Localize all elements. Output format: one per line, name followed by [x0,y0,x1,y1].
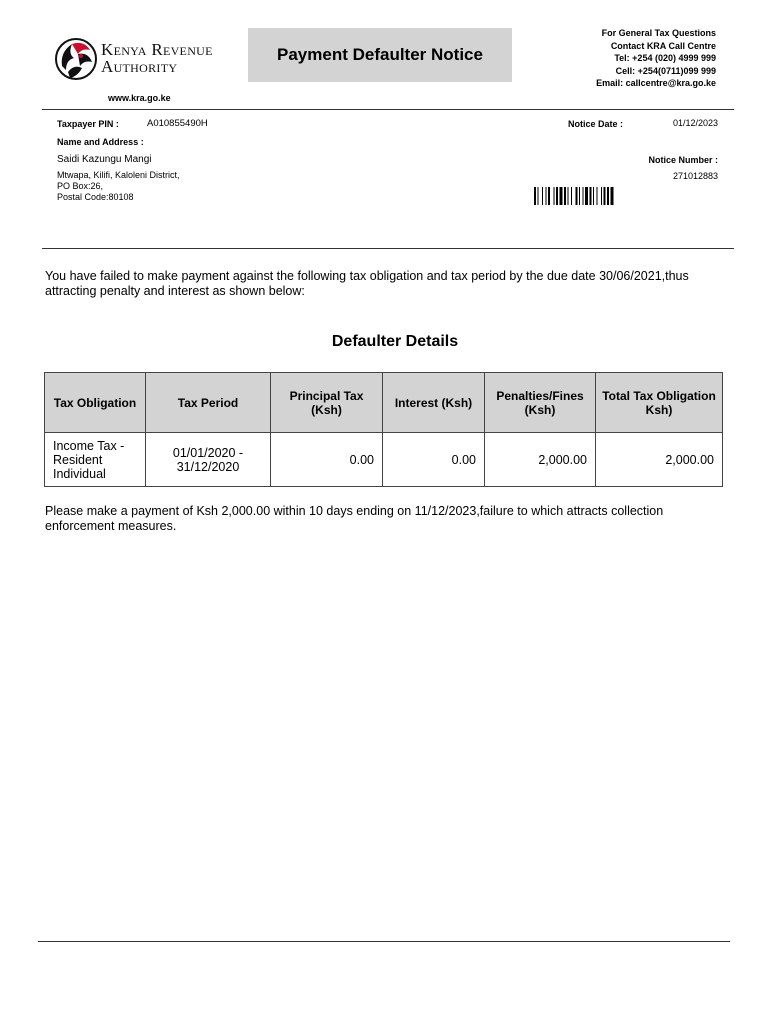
cell-interest: 0.00 [383,433,485,487]
notice-date-label: Notice Date : [568,119,624,129]
section-title: Defaulter Details [331,333,459,350]
footer-divider [38,941,730,942]
notice-number-value: 271012883 [672,171,718,181]
org-name-line1: Kenya Revenue [101,40,213,59]
table-header-row [45,373,723,433]
name-address-label: Name and Address : [57,137,144,147]
column-header: Total Tax Obligation Ksh) [596,373,723,433]
address-line: Mtwapa, Kilifi, Kaloleni District, [57,170,180,180]
address-line: PO Box:26, [57,181,104,191]
pin-value: A010855490H [147,118,208,129]
org-name-line2: Authority [101,57,178,76]
cell-total: 2,000.00 [596,433,723,487]
cell-obligation: Income Tax - Resident Individual [45,433,146,487]
defaulter-details-table [44,372,723,487]
column-header: Principal Tax (Ksh) [271,373,383,433]
contact-line: Contact KRA Call Centre [610,40,716,51]
intro-paragraph: You have failed to make payment against the following tax obligation and tax period by the due date 30/06/2021,thus attracting penalty and interest as shown below: [45,269,689,298]
contact-block [596,27,716,90]
column-header: Interest (Ksh) [383,373,485,433]
website-link[interactable]: www.kra.go.ke [108,93,171,103]
cell-principal: 0.00 [271,433,383,487]
taxpayer-name: Saidi Kazungu Mangi [57,154,152,165]
contact-email[interactable]: Email: callcentre@kra.go.ke [596,78,716,88]
barcode-icon [534,187,668,205]
info-divider [42,248,734,249]
contact-phone: Tel: +254 (020) 4999 999 [614,53,716,63]
header-divider [42,109,734,110]
cell-penalties: 2,000.00 [485,433,596,487]
notice-number-label: Notice Number : [648,155,718,165]
column-header: Tax Obligation [45,373,146,433]
lion-head-icon [54,36,98,82]
pin-label: Taxpayer PIN : [57,119,119,129]
column-header: Tax Period [146,373,271,433]
column-header: Penalties/Fines (Ksh) [485,373,596,433]
document-title: Payment Defaulter Notice [248,28,512,82]
table-row [45,433,723,487]
contact-cell: Cell: +254(0711)099 999 [615,65,716,76]
contact-line: For General Tax Questions [601,28,716,38]
payment-instruction: Please make a payment of Ksh 2,000.00 within 10 days ending on 11/12/2023,failure to which attracts collection enforcement measures. [45,504,664,533]
cell-period: 01/01/2020 - 31/12/2020 [146,433,271,487]
notice-date-value: 01/12/2023 [672,118,718,128]
address-line: Postal Code:80108 [57,192,134,202]
kra-logo [54,36,244,86]
